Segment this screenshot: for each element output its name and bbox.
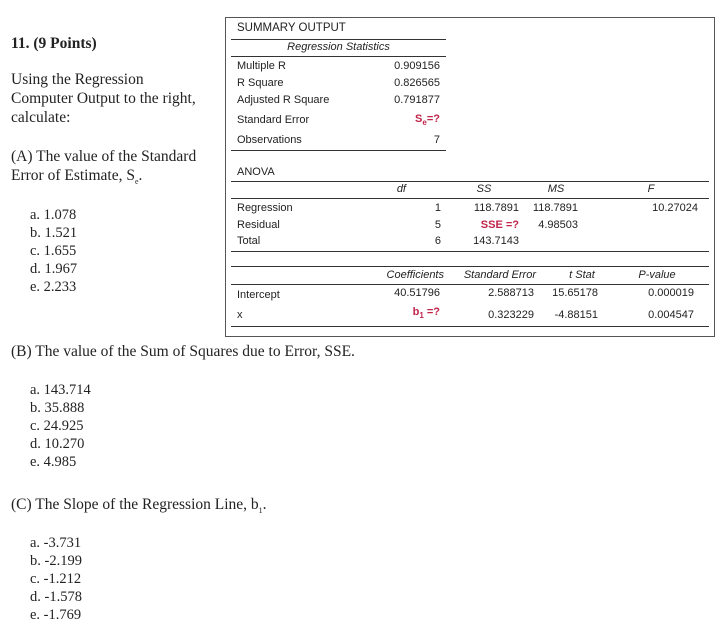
coef-label-x: x [237, 309, 243, 321]
anova-df-total: 6 [434, 235, 441, 247]
stat-label-observations: Observations [237, 134, 302, 146]
anova-ss-total: 143.7143 [473, 235, 519, 247]
rule [231, 150, 446, 151]
coef-header-p-value: P-value [638, 269, 676, 281]
rule [231, 266, 709, 267]
stat-label-r-square: R Square [237, 77, 284, 89]
anova-ms-residual: 4.98503 [538, 219, 578, 231]
anova-label-residual: Residual [237, 219, 280, 231]
coef-p-intercept: 0.000019 [648, 287, 694, 299]
option-a-b: b. 1.521 [30, 225, 78, 241]
anova-label-regression: Regression [237, 202, 293, 214]
anova-header-f: F [647, 183, 655, 195]
anova-df-regression: 1 [434, 202, 441, 214]
part-a-line-1: (A) The value of the Standard [11, 148, 197, 165]
rule [231, 181, 709, 182]
rule [231, 198, 709, 199]
regression-statistics-title: Regression Statistics [287, 41, 390, 53]
coef-value-x: $b_1$ =? [412, 306, 440, 321]
option-c-c: c. -1.212 [30, 571, 82, 587]
intro-line-3: calculate: [11, 109, 71, 126]
coef-p-x: 0.004547 [648, 309, 694, 321]
anova-title: ANOVA [237, 166, 275, 178]
rule [231, 56, 446, 57]
regression-output-box [225, 17, 715, 337]
coef-header-standard-error: Standard Error [463, 269, 536, 281]
stat-value-multiple-r: 0.909156 [394, 60, 440, 72]
option-c-d: d. -1.578 [30, 589, 82, 605]
coef-t-x: -4.88151 [554, 309, 598, 321]
coef-se-x: 0.323229 [488, 309, 534, 321]
option-c-a: a. -3.731 [30, 535, 82, 551]
intro-line-1: Using the Regression [11, 71, 144, 88]
stat-label-standard-error: Standard Error [237, 114, 310, 126]
anova-f-regression: 10.27024 [652, 202, 698, 214]
option-a-c: c. 1.655 [30, 243, 77, 259]
option-b-c: c. 24.925 [30, 418, 84, 434]
anova-ss-regression: 118.7891 [473, 202, 519, 214]
option-b-d: d. 10.270 [30, 436, 85, 452]
summary-output-header: SUMMARY OUTPUT [237, 22, 346, 34]
option-b-e: e. 4.985 [30, 454, 77, 470]
stat-value-observations: 7 [433, 134, 440, 146]
stat-value-adjusted-r-square: 0.791877 [394, 94, 440, 106]
option-b-a: a. 143.714 [30, 382, 91, 398]
part-c-text: (C) The Slope of the Regression Line, $b_1$. [11, 496, 267, 516]
part-a-line-2: Error of Estimate, $S_e$. [11, 167, 143, 187]
anova-header-ss: SS [476, 183, 492, 195]
option-a-a: a. 1.078 [30, 207, 77, 223]
question-title: 11. (9 Points) [11, 35, 97, 52]
anova-ss-residual: SSE =? [480, 219, 519, 231]
coef-t-intercept: 15.65178 [552, 287, 598, 299]
option-b-b: b. 35.888 [30, 400, 85, 416]
option-c-e: e. -1.769 [30, 607, 82, 623]
coef-label-intercept: Intercept [237, 289, 280, 301]
stat-value-standard-error: $S_e=$? [415, 113, 440, 128]
coef-header-t-stat: t Stat [569, 269, 595, 281]
stat-label-adjusted-r-square: Adjusted R Square [237, 94, 330, 106]
option-a-d: d. 1.967 [30, 261, 78, 277]
coef-value-intercept: 40.51796 [394, 287, 440, 299]
anova-header-df: df [396, 183, 406, 195]
intro-line-2: Computer Output to the right, [11, 90, 196, 107]
coef-header-coefficients: Coefficients [386, 269, 444, 281]
coef-se-intercept: 2.588713 [488, 287, 534, 299]
anova-df-residual: 5 [434, 219, 441, 231]
rule [231, 284, 709, 285]
stat-value-r-square: 0.826565 [394, 77, 440, 89]
rule [231, 251, 709, 252]
anova-label-total: Total [237, 235, 261, 247]
option-a-e: e. 2.233 [30, 279, 77, 295]
stat-label-multiple-r: Multiple R [237, 60, 286, 72]
anova-header-ms: MS [547, 183, 565, 195]
anova-ms-regression: 118.7891 [532, 202, 578, 214]
rule [231, 39, 446, 40]
part-b-text: (B) The value of the Sum of Squares due to Error, SSE. [11, 343, 355, 360]
rule [231, 326, 709, 327]
option-c-b: b. -2.199 [30, 553, 82, 569]
